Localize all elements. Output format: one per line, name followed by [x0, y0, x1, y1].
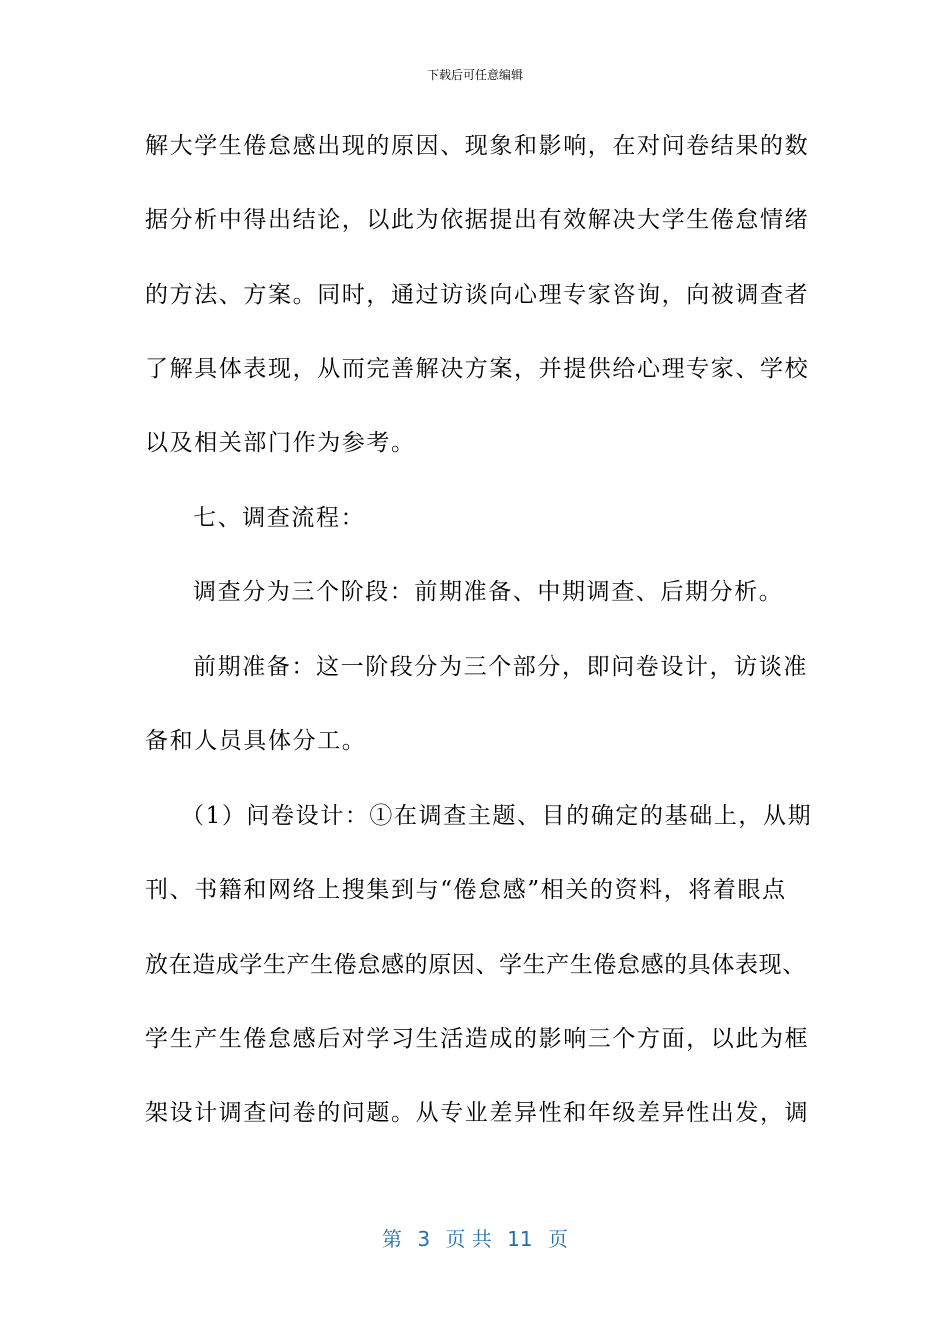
header-note: 下载后可任意编辑: [426, 68, 523, 82]
text-line: 调查分为三个阶段：前期准备、中期调查、后期分析。: [193, 579, 784, 605]
page-footer: [0, 1226, 950, 1252]
footer-prefix: 第: [382, 1227, 402, 1251]
text-line: 放在造成学生产生倦怠感的原因、学生产生倦怠感的具体表现、: [145, 952, 806, 978]
text-line: 架设计调查问卷的问题。从专业差异性和年级差异性出发，调: [145, 1100, 810, 1126]
text-line: 以及相关部门作为参考。: [145, 430, 416, 456]
text-line: 备和人员具体分工。: [145, 728, 367, 754]
text-line: 解大学生倦怠感出现的原因、现象和影响，在对问卷结果的数: [145, 133, 810, 159]
text-line: （1）问卷设计：①在调查主题、目的确定的基础上，从期: [181, 803, 813, 829]
text-line: 学生产生倦怠感后对学习生活造成的影响三个方面，以此为框: [145, 1026, 810, 1052]
text-line: 刊、书籍和网络上搜集到与“倦怠感”相关的资料，将着眼点: [145, 877, 787, 903]
footer-middle: 页 共: [445, 1227, 492, 1251]
footer-page-number: 3: [417, 1227, 431, 1251]
text-line: 前期准备：这一阶段分为三个部分，即问卷设计，访谈准: [193, 654, 808, 680]
text-line: 了解具体表现，从而完善解决方案，并提供给心理专家、学校: [145, 356, 810, 382]
text-line: 据分析中得出结论，以此为依据提出有效解决大学生倦怠情绪: [145, 207, 810, 233]
footer-total-pages: 11: [507, 1227, 533, 1251]
footer-suffix: 页: [547, 1227, 568, 1251]
text-line: 的方法、方案。同时，通过访谈向心理专家咨询，向被调查者: [145, 282, 810, 308]
section-heading: 七、调查流程：: [193, 505, 366, 531]
